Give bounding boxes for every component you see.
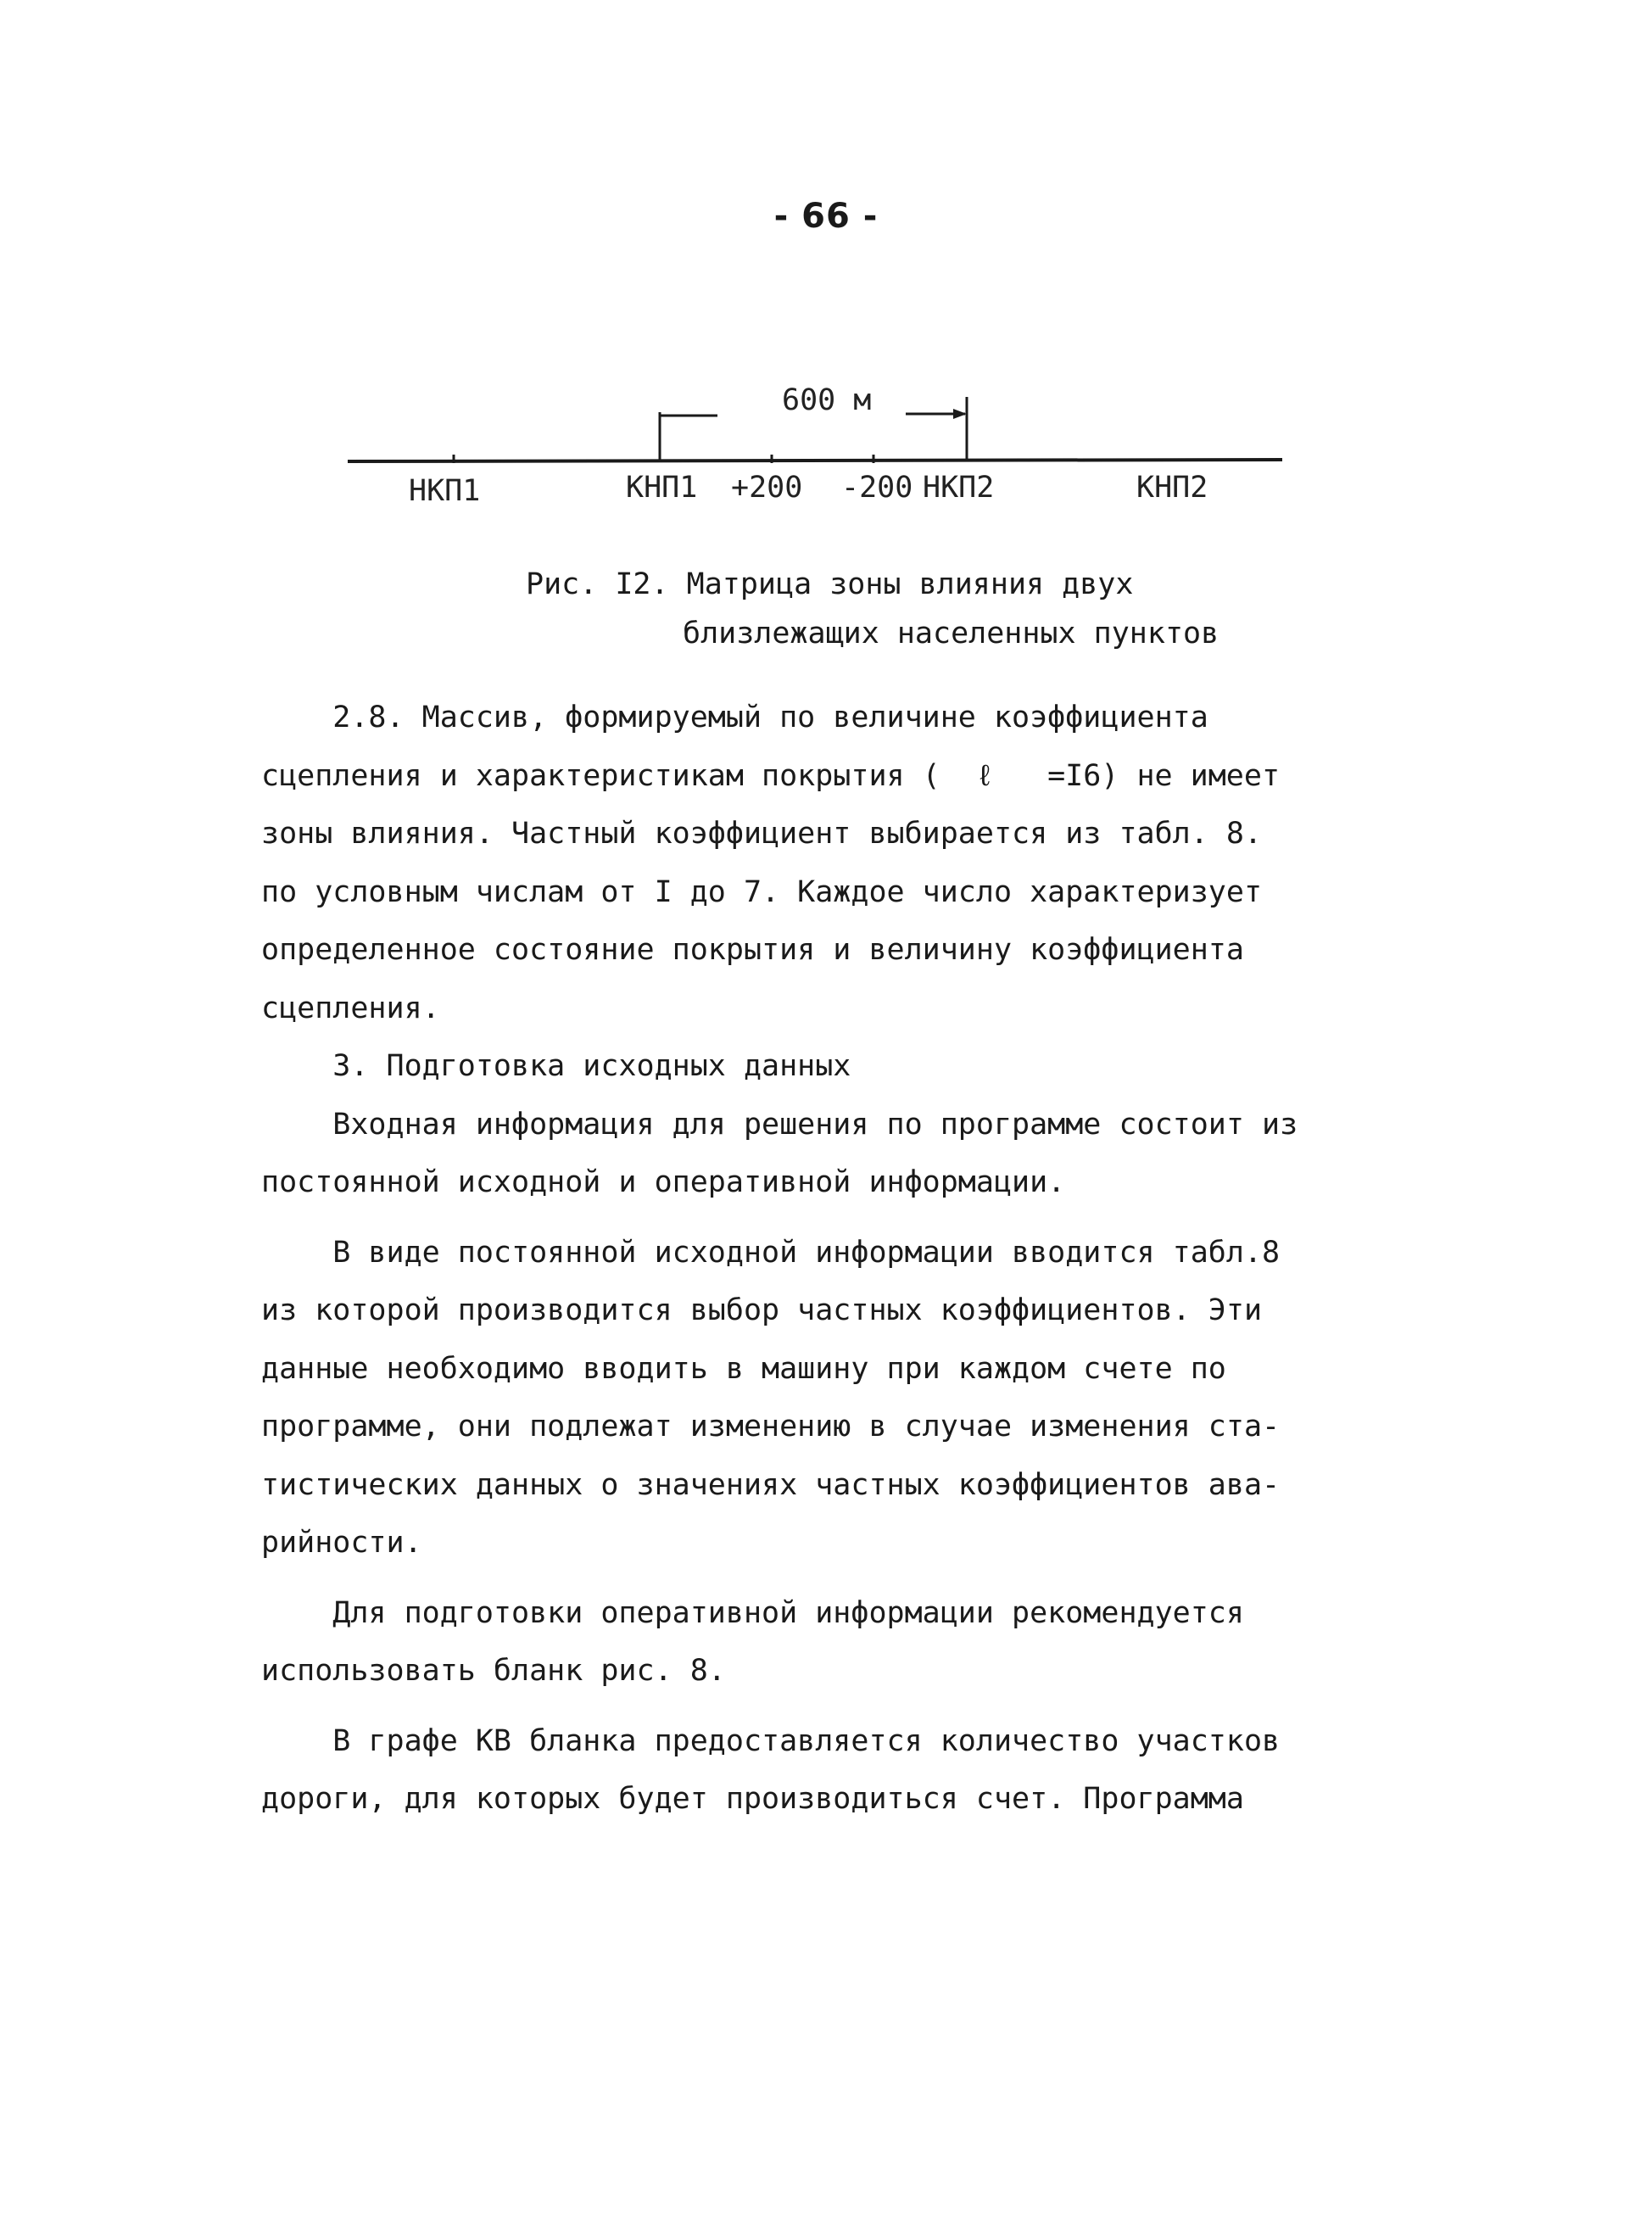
text-line: сцепления и характеристикам покрытия ( ℓ =I6) не имеет — [261, 758, 1281, 793]
diagram-svg — [339, 373, 1306, 526]
label-minus200: -200 — [841, 471, 913, 505]
text-line: В графе КВ бланка предоставляется количество участков — [261, 1723, 1281, 1758]
text-line: Для подготовки оперативной информации рекомендуется — [261, 1595, 1244, 1630]
text-line: по условным числам от I до 7. Каждое число характеризует — [261, 874, 1263, 909]
label-knp2: КНП2 — [1136, 471, 1208, 505]
text-line: тистических данных о значениях частных коэффициентов ава- — [261, 1467, 1281, 1502]
section-heading: 3. Подготовка исходных данных — [261, 1049, 851, 1083]
figure-caption — [526, 560, 1374, 658]
text-line: рийности. — [261, 1526, 422, 1560]
text-line: В виде постоянной исходной информации вводится табл.8 — [261, 1235, 1281, 1270]
text-line: 2.8. Массив, формируемый по величине коэффициента — [261, 701, 1208, 734]
dimension-arrow — [953, 409, 967, 419]
text-line: использовать бланк рис. 8. — [261, 1654, 726, 1688]
label-nkp2: НКП2 — [923, 471, 995, 505]
text-line: данные необходимо вводить в машину при каждом счете по — [261, 1351, 1226, 1386]
label-knp1: КНП1 — [626, 471, 698, 505]
text-line: сцепления. — [261, 991, 440, 1025]
text-line: Входная информация для решения по программе состоит из — [261, 1107, 1298, 1142]
distance-label: 600 м — [782, 383, 872, 417]
text-line: программе, они подлежат изменению в случае изменения ста- — [261, 1410, 1281, 1444]
caption-line-2: близлежащих населенных пунктов — [683, 617, 1219, 651]
body-text — [261, 689, 1313, 1829]
label-nkp1: НКП1 — [409, 474, 481, 508]
caption-line-1: Рис. I2. Матрица зоны влияния двух — [526, 567, 1134, 601]
label-plus200: +200 — [731, 471, 803, 505]
text-line: постоянной исходной и оперативной информации. — [261, 1165, 1066, 1199]
text-line: дороги, для которых будет производиться счет. Программа — [261, 1782, 1244, 1816]
road-axis-line — [348, 460, 1282, 461]
text-line: определенное состояние покрытия и величину коэффициента — [261, 933, 1244, 967]
zone-influence-diagram — [339, 373, 1306, 526]
page-number: - 66 - — [773, 197, 879, 236]
text-line: зоны влияния. Частный коэффициент выбирается из табл. 8. — [261, 817, 1263, 851]
text-line: из которой производится выбор частных коэффициентов. Эти — [261, 1293, 1263, 1327]
